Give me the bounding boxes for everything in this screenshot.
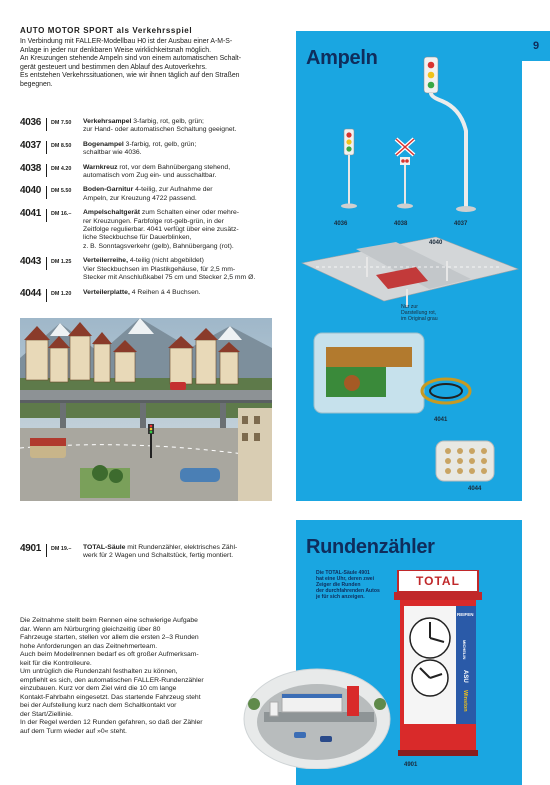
divider bbox=[46, 118, 47, 131]
page-heading: AUTO MOTOR SPORT als Verkehrsspiel bbox=[20, 26, 193, 35]
color-note: Nur zur Darstellung rot, im Original grau bbox=[401, 304, 438, 323]
item-name: Verkehrsampel bbox=[83, 118, 132, 125]
item-text: 3-farbig, rot, gelb, grün; bbox=[123, 140, 197, 148]
intro-text: In Verbindung mit FALLER-Modellbau H0 ist der Ausbau einer A-M-S- Anlage in jeder nur denkbaren Weise wirklichkeitsnah möglich. An Kreuzungen stehende Ampeln sind von einem automatischen Schalt- gerät gesteuert und bestimmen den Ablauf des Autoverkehrs. Es entstehen Verkehrssituationen, wie wir ihnen täglich auf den Straßen begegnen. bbox=[20, 38, 242, 88]
item-price: DM 4.20 bbox=[51, 165, 72, 172]
item-text: mit Rundenzähler, elektrisches Zähl- werk für 2 Wagen und Schaltstück, fertig montiert. bbox=[83, 544, 238, 560]
product-list bbox=[20, 118, 282, 308]
divider bbox=[46, 164, 47, 177]
item-name: Verteilerplatte, bbox=[83, 288, 130, 296]
divider bbox=[46, 257, 47, 270]
item-name: Warnkreuz bbox=[83, 163, 118, 171]
rundenzaehler-title: Rundenzähler bbox=[306, 536, 435, 558]
list-item bbox=[20, 118, 282, 135]
tower-ad-winston: Winston bbox=[462, 690, 468, 712]
crossing-4040 bbox=[302, 237, 518, 307]
item-text-more: automatisch vom Zug ein- und ausschaltbar. bbox=[83, 172, 217, 180]
item-text-more: zur Hand- oder automatischen Schaltung geeignet. bbox=[83, 126, 237, 134]
item-price: DM 19.– bbox=[51, 546, 72, 552]
item-text: 4-teilig, zur Aufnahme der bbox=[133, 186, 213, 194]
diorama-illustration bbox=[20, 318, 272, 501]
item-text-more: Ampeln, zur Kreuzung 4722 passend. bbox=[83, 194, 197, 202]
item-number: 4043 bbox=[20, 256, 42, 268]
item-price: DM 1.20 bbox=[51, 290, 72, 297]
item-number: 4040 bbox=[20, 185, 42, 197]
label-4037: 4037 bbox=[454, 221, 468, 227]
item-text-more: rer Kreuzungen. Farbfolge rot-gelb-grün, in der Zeitfolge regulierbar. 4041 verfügt über eine zusätz- liche Steckbuchse für Dauerblinken, z. B. Sonntagsverkehr (gelb), Bahnübergang (rot). bbox=[83, 217, 239, 250]
item-price: DM 8.50 bbox=[51, 142, 72, 149]
item-number: 4901 bbox=[20, 543, 42, 554]
arch-signal-4037 bbox=[424, 57, 476, 212]
item-text: 3-farbig, rot, gelb, grün; bbox=[131, 118, 204, 125]
list-item bbox=[20, 257, 282, 282]
list-item bbox=[20, 141, 282, 158]
item-description bbox=[83, 544, 282, 561]
total-tower-illustration bbox=[390, 570, 490, 760]
list-item bbox=[20, 186, 282, 203]
distributor-plate-4044 bbox=[436, 441, 494, 481]
item-number: 4037 bbox=[20, 139, 42, 151]
item-number: 4038 bbox=[20, 162, 42, 174]
divider bbox=[46, 186, 47, 199]
item-price: DM 7.50 bbox=[51, 120, 72, 126]
list-item bbox=[20, 209, 282, 251]
item-description bbox=[83, 141, 282, 158]
layout-photo bbox=[20, 318, 272, 501]
item-description bbox=[83, 118, 282, 135]
item-text: zum Schalten einer oder mehre- bbox=[140, 209, 240, 217]
tower-caption: Die TOTAL-Säule 4901 hat eine Uhr, deren zwei Zeiger die Runden der durchfahrenden Autos je für sich anzeigen. bbox=[316, 570, 380, 600]
item-text-more: schaltbar wie 4036. bbox=[83, 149, 142, 157]
label-4040: 4040 bbox=[429, 240, 443, 246]
list-item bbox=[20, 544, 282, 561]
item-number: 4041 bbox=[20, 208, 42, 220]
item-price: DM 1.25 bbox=[51, 259, 72, 266]
list-item bbox=[20, 289, 282, 302]
item-name: Ampelschaltgerät bbox=[83, 209, 141, 217]
label-4901: 4901 bbox=[404, 762, 418, 768]
tower-sign: TOTAL bbox=[416, 574, 460, 588]
divider bbox=[46, 544, 47, 557]
item-text: 4 Reihen á 4 Buchsen. bbox=[129, 288, 201, 296]
item-description bbox=[83, 164, 282, 181]
switch-unit-4041 bbox=[314, 333, 470, 413]
item-number: 4036 bbox=[20, 117, 42, 128]
rundenzaehler-item bbox=[20, 544, 282, 567]
item-name: Bogenampel bbox=[83, 140, 124, 148]
label-4036: 4036 bbox=[334, 221, 348, 227]
divider bbox=[46, 289, 47, 302]
label-4041: 4041 bbox=[434, 417, 448, 423]
list-item bbox=[20, 164, 282, 181]
item-description bbox=[83, 209, 282, 251]
ampeln-panel bbox=[296, 31, 522, 501]
rundenzaehler-text: Die Zeitnahme stellt beim Rennen eine schwierige Aufgabe dar. Wenn am Nürburgring gleichzeitig über 80 Fahrzeuge starten, stellen vor allem die ersten 2–3 Runden hohe Anforderungen an das Zeitnehmerteam. Auch beim Modellrennen bedarf es oft großer Aufmerksam- keit für die Kontrolleure. Um untrüglich die Rundenzahl festhalten zu können, empfiehlt es sich, den automatischen FALLER-Rundenzähler einzubauen. Kurz vor dem Ziel wird die 10 cm lange Kontakt-Fahrbahn eingesetzt. Das startende Fahrzeug steht bei der Aufstellung kurz nach dem Schaltkontakt vor der Start/Ziellinie. In der Regel werden 12 Runden gefahren, so daß der Zähler auf dem Turm wieder auf »0« steht. bbox=[20, 617, 204, 735]
tower-ad-reifen: REIFEN bbox=[457, 612, 474, 617]
signal-4036 bbox=[341, 129, 357, 209]
label-4044: 4044 bbox=[468, 486, 482, 492]
item-description bbox=[83, 289, 282, 297]
label-4038: 4038 bbox=[394, 221, 408, 227]
page-number: 9 bbox=[522, 31, 550, 61]
item-name: TOTAL-Säule bbox=[83, 544, 126, 551]
item-text: 4-teilig (nicht abgebildet) bbox=[127, 257, 204, 265]
divider bbox=[46, 141, 47, 154]
divider bbox=[46, 209, 47, 222]
item-text-more: Vier Steckbuchsen im Plastikgehäuse, für 2,5 mm- Stecker mit Anschlußkabel 75 cm und Stecker 2,5 mm Ø. bbox=[83, 265, 256, 282]
tower-ad-asu: ASU bbox=[462, 670, 468, 683]
item-name: Boden-Garnitur bbox=[83, 186, 134, 194]
tower-ad-michelin: MICHELIN bbox=[462, 640, 467, 660]
item-description bbox=[83, 186, 282, 203]
item-number: 4044 bbox=[20, 287, 42, 299]
ampeln-illustration bbox=[296, 31, 522, 501]
item-text: rot, vor dem Bahnübergang stehend, bbox=[117, 163, 231, 171]
item-description bbox=[83, 257, 282, 282]
item-name: Verteilerreihe, bbox=[83, 257, 128, 265]
ampeln-title: Ampeln bbox=[306, 47, 378, 69]
item-price: DM 16.– bbox=[51, 211, 72, 218]
item-price: DM 5.50 bbox=[51, 188, 72, 195]
warning-cross-4038 bbox=[396, 139, 414, 209]
race-track-diorama bbox=[242, 664, 392, 769]
